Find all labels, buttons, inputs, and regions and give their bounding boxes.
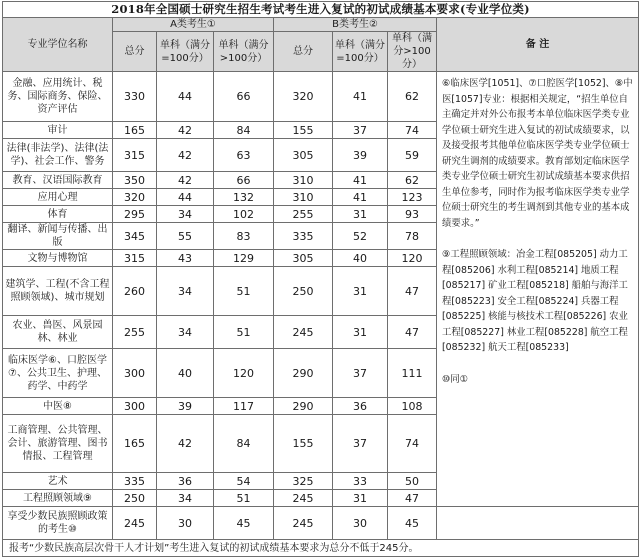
a-single-over100: 51 xyxy=(214,267,274,316)
b-single-over100: 93 xyxy=(388,206,437,223)
b-total: 255 xyxy=(274,206,333,223)
b-single-over100: 47 xyxy=(388,267,437,316)
b-single-100: 31 xyxy=(333,206,388,223)
header-b-single-over100: 单科（满分>100分） xyxy=(388,32,437,72)
b-total: 320 xyxy=(274,72,333,122)
a-total: 350 xyxy=(113,172,157,189)
b-single-over100: 74 xyxy=(388,122,437,139)
a-total: 165 xyxy=(113,122,157,139)
header-b-single-100: 单科（满分=100分） xyxy=(333,32,388,72)
major-name: 享受少数民族照顾政策的考生⑩ xyxy=(3,507,113,540)
notes-empty-cell xyxy=(437,507,639,540)
a-single-over100: 54 xyxy=(214,473,274,490)
b-total: 155 xyxy=(274,122,333,139)
b-single-over100: 123 xyxy=(388,189,437,206)
a-single-100: 55 xyxy=(157,223,214,250)
major-name: 建筑学、工程(不含工程照顾领域)、城市规划 xyxy=(3,267,113,316)
a-total: 300 xyxy=(113,349,157,398)
a-single-over100: 132 xyxy=(214,189,274,206)
a-total: 165 xyxy=(113,415,157,473)
major-name: 金融、应用统计、税务、国际商务、保险、资产评估 xyxy=(3,72,113,122)
note-clinical-medicine: ⑥临床医学[1051]、⑦口腔医学[1052]、⑧中医[1057]专业：根据相关规定，“招生单位自主确定并对外公布报考本单位临床医学类专业学位硕士研究生进入复试的初试成绩要求，以及接受报考其他单位临床医学类专业学位硕士研究生调剂的成绩要求。教育部划定临床医学类专业学位硕士研究生初试成绩基本要求供招生单位参考，同时作为报考临床医学类专业学位硕士研究生的考生调剂到其他专业的基本成绩要求。” xyxy=(442,78,633,229)
major-name: 体育 xyxy=(3,206,113,223)
a-single-over100: 83 xyxy=(214,223,274,250)
major-name: 临床医学⑥、口腔医学⑦、公共卫生、护理、药学、中药学 xyxy=(3,349,113,398)
b-total: 335 xyxy=(274,223,333,250)
b-single-100: 41 xyxy=(333,172,388,189)
header-a-single-over100: 单科（满分>100分） xyxy=(214,32,274,72)
b-total: 290 xyxy=(274,398,333,415)
header-a-total: 总分 xyxy=(113,32,157,72)
note-engineering-fields: ⑨工程照顾领域：冶金工程[085205] 动力工程[085206] 水利工程[085214] 地质工程[085217] 矿业工程[085218] 船舶与海洋工程[085223] 安全工程[085224] 兵器工程[085225] 核能与核技术工程[085226] 农业工程[085227] 林业工程[085228] 航空工程[085232] 航天工程[085233] xyxy=(442,249,628,353)
major-name: 法律(非法学)、法律(法学)、社会工作、警务 xyxy=(3,139,113,172)
b-single-100: 41 xyxy=(333,72,388,122)
b-single-100: 37 xyxy=(333,122,388,139)
a-single-100: 42 xyxy=(157,139,214,172)
major-name: 应用心理 xyxy=(3,189,113,206)
b-total: 245 xyxy=(274,316,333,349)
a-single-100: 42 xyxy=(157,172,214,189)
b-single-100: 36 xyxy=(333,398,388,415)
b-total: 245 xyxy=(274,507,333,540)
a-single-100: 42 xyxy=(157,122,214,139)
a-total: 260 xyxy=(113,267,157,316)
a-single-100: 40 xyxy=(157,349,214,398)
b-total: 305 xyxy=(274,139,333,172)
a-single-100: 44 xyxy=(157,72,214,122)
b-single-100: 31 xyxy=(333,316,388,349)
b-total: 250 xyxy=(274,267,333,316)
b-total: 155 xyxy=(274,415,333,473)
b-total: 325 xyxy=(274,473,333,490)
b-single-over100: 62 xyxy=(388,172,437,189)
a-single-100: 44 xyxy=(157,189,214,206)
table-row xyxy=(3,72,639,122)
a-single-over100: 102 xyxy=(214,206,274,223)
b-single-100: 41 xyxy=(333,189,388,206)
a-total: 330 xyxy=(113,72,157,122)
major-name: 教育、汉语国际教育 xyxy=(3,172,113,189)
b-single-over100: 47 xyxy=(388,316,437,349)
b-single-100: 37 xyxy=(333,349,388,398)
notes-cell xyxy=(437,72,639,507)
b-total: 305 xyxy=(274,250,333,267)
b-total: 310 xyxy=(274,172,333,189)
b-single-over100: 59 xyxy=(388,139,437,172)
b-single-100: 39 xyxy=(333,139,388,172)
major-name: 艺术 xyxy=(3,473,113,490)
major-name: 工商管理、公共管理、会计、旅游管理、图书情报、工程管理 xyxy=(3,415,113,473)
header-notes: 备 注 xyxy=(437,18,639,72)
b-single-over100: 45 xyxy=(388,507,437,540)
b-single-over100: 120 xyxy=(388,250,437,267)
a-single-100: 34 xyxy=(157,316,214,349)
a-total: 315 xyxy=(113,139,157,172)
b-total: 245 xyxy=(274,490,333,507)
b-single-100: 52 xyxy=(333,223,388,250)
major-name: 翻译、新闻与传播、出版 xyxy=(3,223,113,250)
a-single-100: 42 xyxy=(157,415,214,473)
a-single-over100: 84 xyxy=(214,122,274,139)
a-single-over100: 117 xyxy=(214,398,274,415)
a-single-over100: 66 xyxy=(214,72,274,122)
a-single-over100: 63 xyxy=(214,139,274,172)
a-single-over100: 51 xyxy=(214,316,274,349)
header-major: 专业学位名称 xyxy=(3,18,113,72)
a-total: 255 xyxy=(113,316,157,349)
a-total: 315 xyxy=(113,250,157,267)
a-single-100: 34 xyxy=(157,267,214,316)
a-total: 245 xyxy=(113,507,157,540)
major-name: 中医⑧ xyxy=(3,398,113,415)
b-single-over100: 62 xyxy=(388,72,437,122)
note-same-as-1: ⑩同① xyxy=(442,373,469,385)
header-group-b: B类考生② xyxy=(274,18,437,32)
a-single-100: 36 xyxy=(157,473,214,490)
b-single-over100: 74 xyxy=(388,415,437,473)
a-total: 295 xyxy=(113,206,157,223)
table-row xyxy=(3,507,639,540)
b-single-over100: 78 xyxy=(388,223,437,250)
major-name: 文物与博物馆 xyxy=(3,250,113,267)
b-total: 290 xyxy=(274,349,333,398)
a-single-100: 43 xyxy=(157,250,214,267)
header-group-a: A类考生① xyxy=(113,18,274,32)
header-b-total: 总分 xyxy=(274,32,333,72)
a-single-over100: 66 xyxy=(214,172,274,189)
b-single-100: 37 xyxy=(333,415,388,473)
b-single-over100: 111 xyxy=(388,349,437,398)
a-single-100: 34 xyxy=(157,206,214,223)
a-single-over100: 84 xyxy=(214,415,274,473)
header-a-single-100: 单科（满分=100分） xyxy=(157,32,214,72)
a-single-over100: 129 xyxy=(214,250,274,267)
a-single-100: 34 xyxy=(157,490,214,507)
a-single-100: 39 xyxy=(157,398,214,415)
table-title: 2018年全国硕士研究生招生考试考生进入复试的初试成绩基本要求(专业学位类) xyxy=(3,2,639,18)
a-single-100: 30 xyxy=(157,507,214,540)
b-single-100: 31 xyxy=(333,267,388,316)
b-single-100: 30 xyxy=(333,507,388,540)
a-total: 345 xyxy=(113,223,157,250)
b-single-over100: 47 xyxy=(388,490,437,507)
b-single-100: 33 xyxy=(333,473,388,490)
b-single-100: 31 xyxy=(333,490,388,507)
a-single-over100: 120 xyxy=(214,349,274,398)
a-single-over100: 45 xyxy=(214,507,274,540)
b-single-over100: 108 xyxy=(388,398,437,415)
b-single-100: 40 xyxy=(333,250,388,267)
b-total: 310 xyxy=(274,189,333,206)
footer-note: 报考“少数民族高层次骨干人才计划”考生进入复试的初试成绩基本要求为总分不低于245分。 xyxy=(3,540,639,557)
a-single-over100: 51 xyxy=(214,490,274,507)
major-name: 工程照顾领域⑨ xyxy=(3,490,113,507)
a-total: 320 xyxy=(113,189,157,206)
score-table xyxy=(2,1,639,557)
a-total: 335 xyxy=(113,473,157,490)
b-single-over100: 50 xyxy=(388,473,437,490)
major-name: 审计 xyxy=(3,122,113,139)
a-total: 250 xyxy=(113,490,157,507)
a-total: 300 xyxy=(113,398,157,415)
major-name: 农业、兽医、风景园林、林业 xyxy=(3,316,113,349)
